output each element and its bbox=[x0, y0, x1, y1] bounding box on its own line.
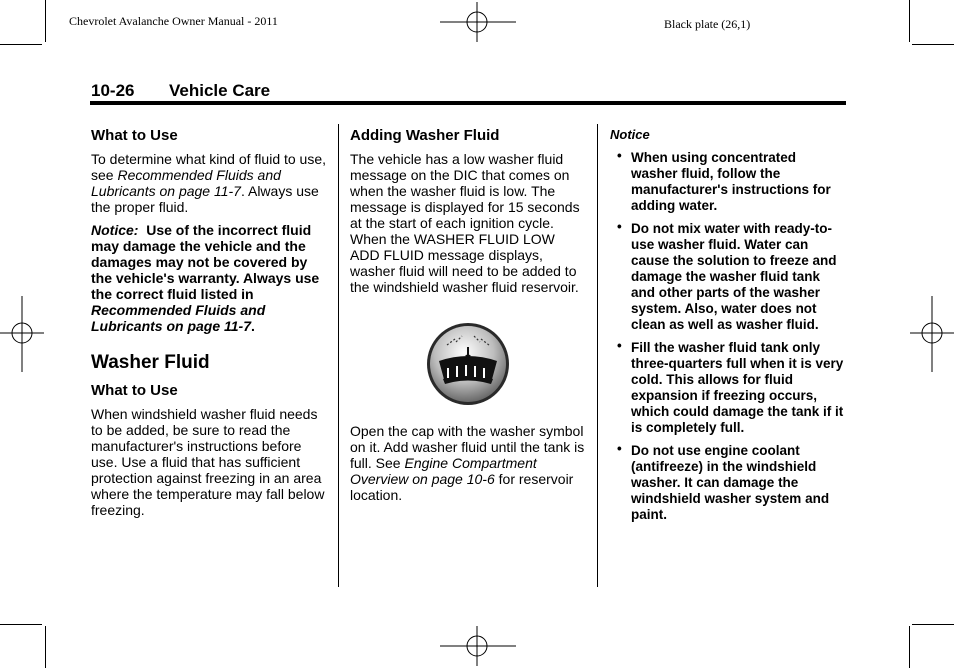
list-item bbox=[610, 340, 846, 436]
crop-mark bbox=[45, 0, 46, 42]
text: for reservoir location. bbox=[350, 471, 574, 503]
notice-paragraph bbox=[91, 222, 331, 334]
crop-mark bbox=[0, 44, 42, 45]
crop-mark bbox=[45, 626, 46, 668]
crop-mark bbox=[0, 624, 42, 625]
bullet-icon: • bbox=[617, 338, 622, 353]
list-item-text: Fill the washer fluid tank only three-quarters full when it is very cold. This allows for fluid expansion if freezing occurs, which could damage the tank if it is completely full. bbox=[631, 340, 844, 435]
heading-what-to-use: What to Use bbox=[91, 127, 178, 144]
header-rule bbox=[90, 101, 846, 105]
section-header bbox=[91, 81, 270, 101]
cross-reference-link[interactable]: Recommended Fluids and Lubricants on page 11-7 bbox=[91, 302, 266, 334]
paragraph bbox=[91, 151, 331, 215]
notice-list bbox=[610, 150, 846, 523]
list-item-text: When using concentrated washer fluid, follow the manufacturer's instructions for adding water. bbox=[631, 150, 831, 213]
column-3 bbox=[610, 127, 846, 530]
figure bbox=[350, 321, 586, 407]
registration-mark-icon bbox=[910, 296, 954, 372]
list-item-text: Do not use engine coolant (antifreeze) in the windshield washer. It can damage the windshield washer system and paint. bbox=[631, 443, 830, 522]
paragraph bbox=[350, 423, 586, 503]
washer-fluid-symbol-icon bbox=[425, 321, 511, 407]
registration-mark-icon bbox=[440, 0, 516, 44]
bullet-icon: • bbox=[617, 219, 622, 234]
page-number: 10-26 bbox=[91, 81, 135, 100]
text: Open the cap with the washer symbol on it. Add washer fluid until the tank is full. See bbox=[350, 423, 585, 471]
text: . bbox=[251, 318, 255, 334]
list-item bbox=[610, 221, 846, 333]
text: . Always use the proper fluid. bbox=[91, 183, 319, 215]
cross-reference-link[interactable]: Recommended Fluids and Lubricants on page 11-7 bbox=[91, 167, 281, 199]
list-item bbox=[610, 150, 846, 214]
bullet-icon: • bbox=[617, 441, 622, 456]
section-title: Vehicle Care bbox=[169, 81, 271, 100]
registration-mark-icon bbox=[0, 296, 44, 372]
notice-label: Notice: bbox=[91, 222, 139, 238]
crop-mark bbox=[912, 44, 954, 45]
column-2 bbox=[350, 127, 586, 510]
crop-mark bbox=[912, 624, 954, 625]
heading-washer-fluid: Washer Fluid bbox=[91, 352, 210, 373]
text: To determine what kind of fluid to use, see bbox=[91, 151, 327, 183]
plate-label: Black plate (26,1) bbox=[664, 17, 751, 31]
column-divider bbox=[597, 124, 598, 587]
notice-heading: Notice bbox=[610, 127, 650, 142]
registration-mark-icon bbox=[440, 624, 516, 668]
manual-title: Chevrolet Avalanche Owner Manual - 2011 bbox=[69, 14, 278, 28]
cross-reference-link[interactable]: Engine Compartment Overview on page 10-6 bbox=[350, 455, 537, 487]
paragraph: When windshield washer fluid needs to be added, be sure to read the manufacturer's instructions before use. Use a fluid that has sufficient protection against freezing in an area where the temperature may fall below freezing. bbox=[91, 406, 325, 518]
list-item-text: Do not mix water with ready-to-use washer fluid. Water can cause the solution to freeze and damage the washer fluid tank and other parts of the washer system. Also, water does not clean as well as washer fluid. bbox=[631, 221, 837, 332]
notice-text: Use of the incorrect fluid may damage the vehicle and the damages may not be covered by the vehicle's warranty. Always use the correct fluid listed in bbox=[91, 222, 320, 302]
heading-what-to-use: What to Use bbox=[91, 382, 178, 399]
bullet-icon: • bbox=[617, 148, 622, 163]
column-1 bbox=[91, 127, 331, 525]
crop-mark bbox=[909, 0, 910, 42]
paragraph: The vehicle has a low washer fluid message on the DIC that comes on when the washer fluid is low. The message is displayed for 15 seconds at the start of each ignition cycle. When the WASHER FLUID LOW ADD FLUID message displays, washer fluid will need to be added to the windshield washer fluid reservoir. bbox=[350, 151, 580, 295]
crop-mark bbox=[909, 626, 910, 668]
heading-adding-washer-fluid: Adding Washer Fluid bbox=[350, 127, 500, 144]
list-item bbox=[610, 443, 846, 523]
column-divider bbox=[338, 124, 339, 587]
